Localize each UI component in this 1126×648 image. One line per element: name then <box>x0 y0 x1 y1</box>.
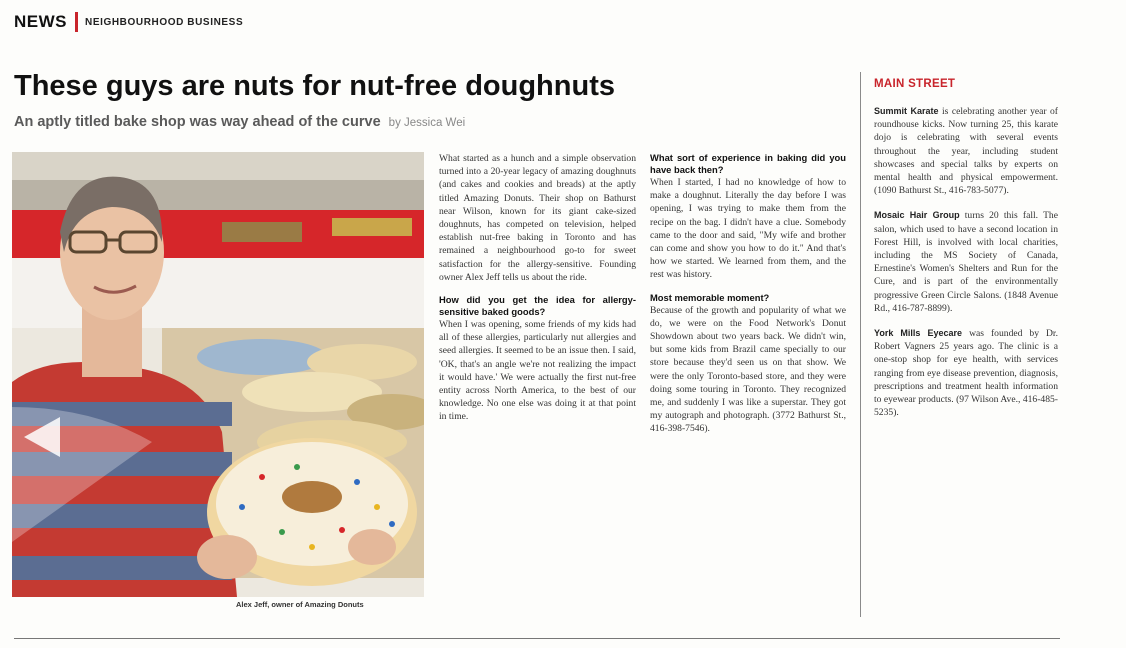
business-name: Summit Karate <box>874 106 939 116</box>
bottom-rule <box>14 638 1060 639</box>
business-blurb: was founded by Dr. Robert Vagners 25 years ago. The clinic is a one-stop shop for eye health, with services ranging from eye disease prevention, diagnosis, prescriptions and treatment health information to eyewear products. (97 Wilson Ave., 416-485-5235). <box>874 328 1058 419</box>
business-blurb: turns 20 this fall. The salon, which used to have a second location in Forest Hill, is involved with local charities, including the MS Society of Canada, Ernestine's Women's Shelters and Run for the Cure, and is part of the environmentally progressive Green Circle Salons. (1848 Avenue Rd., 416-787-8899). <box>874 210 1058 314</box>
business-name: York Mills Eyecare <box>874 328 963 339</box>
answer-text: Because of the growth and popularity of what we do, we were on the Food Network's Donut Showdown about two years back. We didn't win, but some kids from Brazil came specially to our store because they'd seen us on that show. We were the only Toronto-based store, and they were doing some touring in Toronto. They recognized me, and suddenly I was like a superstar. They got my autograph and photograph. (3772 Bathurst St., 416-398-7546). <box>650 304 846 435</box>
sidebar-item <box>874 327 1058 419</box>
article-column-1 <box>439 152 636 424</box>
article-headline: These guys are nuts for nut-free doughnuts <box>14 70 615 102</box>
subsection-name: NEIGHBOURHOOD BUSINESS <box>85 16 244 28</box>
answer-text: When I started, I had no knowledge of how to make a doughnut. Literally the day before I was opening, I was trying to make them from the recipe on the bag. I didn't have a clue. Somebody came to the door and said, "My wife and brother can come and show you how to do it." And that's how we started. We learned from them, and the rest was history. <box>650 177 846 281</box>
question-heading: How did you get the idea for allergy-sensitive baked goods? <box>439 294 636 318</box>
column-divider <box>860 72 861 617</box>
question-heading: What sort of experience in baking did you have back then? <box>650 152 846 175</box>
section-divider <box>75 12 78 32</box>
byline: by Jessica Wei <box>388 117 466 129</box>
sidebar-title: MAIN STREET <box>874 78 956 90</box>
photo-caption: Alex Jeff, owner of Amazing Donuts <box>236 600 364 609</box>
question-heading: Most memorable moment? <box>650 291 770 303</box>
answer-text: When I was opening, some friends of my kids had all of these allergies, particularly nut allergies and seed allergies. It seemed to be an issue then. I said, 'OK, that's an angle we're not realizing the impact it would have.' We were actually the first nut-free entity across North America, to the best of our knowledge. No one else was doing it at that point in time. <box>439 319 636 423</box>
article-column-2 <box>650 152 846 436</box>
sidebar-item <box>874 105 1058 197</box>
sidebar <box>874 105 1058 431</box>
section-name: NEWS <box>14 12 67 31</box>
section-header <box>14 12 243 32</box>
photo-illustration <box>12 152 424 597</box>
deck-text: An aptly titled bake shop was way ahead of the curve <box>14 114 381 130</box>
business-name: Mosaic Hair Group <box>874 210 960 221</box>
article-deck <box>14 114 465 130</box>
article-photo <box>12 152 424 597</box>
article-intro: What started as a hunch and a simple observation turned into a 20-year legacy of amazing doughnuts (and cakes and cookies and breads) at the aptly titled Amazing Donuts. Their shop on Bathurst near Wilson, known for its giant cake-sized doughnuts, has competed on television, helped establish nut-free baking in Toronto and has remained a neighbourhood go-to for sweet satisfaction for the allergy-sensitive. Founding owner Alex Jeff tells us about the ride. <box>439 153 636 283</box>
business-blurb: is celebrating another year of roundhouse kicks. Now turning 25, this karate dojo is celebrating with several events throughout the year, including student showcases and special talks by experts on mental health and physical empowerment. (1090 Bathurst St., 416-783-5077). <box>874 106 1058 197</box>
sidebar-item <box>874 209 1058 315</box>
